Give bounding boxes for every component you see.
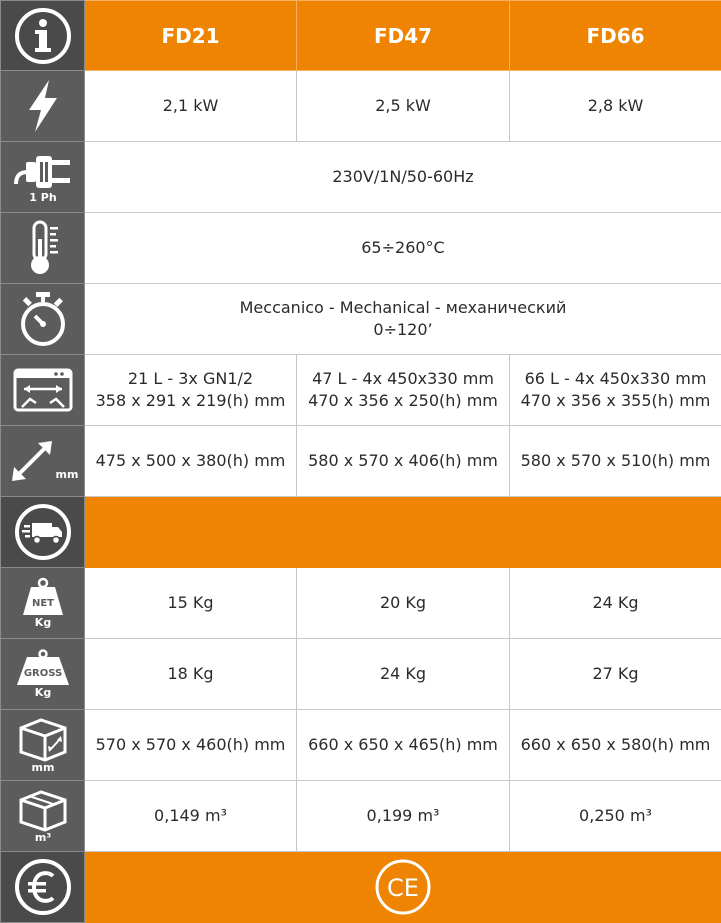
info-cell <box>1 1 85 71</box>
electrical-row <box>1 142 721 213</box>
package-box-icon <box>17 716 69 762</box>
chamber-size: 470 x 356 x 355(h) mm <box>514 390 717 412</box>
svg-text:CE: CE <box>387 874 419 902</box>
svg-text:GROSS: GROSS <box>24 668 62 679</box>
net-weight-value: 20 Kg <box>297 568 510 639</box>
package-size-value: 660 x 650 x 465(h) mm <box>297 710 510 781</box>
capacity-value <box>510 355 721 426</box>
timer-range: 0÷120’ <box>89 319 717 341</box>
package-size-row <box>1 710 721 781</box>
gross-weight-icon <box>15 649 71 687</box>
volume-value: 0,250 m³ <box>510 781 721 852</box>
ce-mark-icon <box>374 858 432 916</box>
shipping-section-band <box>85 497 721 568</box>
net-weight-row <box>1 568 721 639</box>
package-unit-label: mm <box>32 762 55 774</box>
dimensions-row <box>1 426 721 497</box>
gross-weight-row <box>1 639 721 710</box>
capacity-value <box>297 355 510 426</box>
dimensions-arrow-icon <box>8 437 56 485</box>
stopwatch-icon <box>17 290 69 348</box>
capacity-volume: 47 L - 4x 450x330 mm <box>301 368 505 390</box>
gross-weight-value: 27 Kg <box>510 639 721 710</box>
power-row <box>1 71 721 142</box>
gross-weight-unit-label: Kg <box>35 687 51 699</box>
power-value: 2,5 kW <box>297 71 510 142</box>
package-size-value: 660 x 650 x 580(h) mm <box>510 710 721 781</box>
euro-icon <box>14 858 72 916</box>
capacity-volume: 66 L - 4x 450x330 mm <box>514 368 717 390</box>
timer-value <box>85 284 721 355</box>
delivery-truck-icon <box>14 503 72 561</box>
net-weight-unit-label: Kg <box>35 617 51 629</box>
plug-icon <box>12 150 74 192</box>
net-weight-icon <box>21 577 65 617</box>
gross-weight-value: 18 Kg <box>85 639 297 710</box>
volume-unit-label: m³ <box>35 832 51 844</box>
volume-value: 0,199 m³ <box>297 781 510 852</box>
capacity-value <box>85 355 297 426</box>
dimensions-value: 580 x 570 x 510(h) mm <box>510 426 721 497</box>
oven-chamber-icon <box>12 367 74 413</box>
chamber-size: 470 x 356 x 250(h) mm <box>301 390 505 412</box>
shipping-row <box>1 497 721 568</box>
model-header: FD21 <box>85 1 297 71</box>
thermometer-icon <box>23 219 63 277</box>
lightning-icon <box>23 78 63 134</box>
capacity-volume: 21 L - 3x GN1/2 <box>89 368 292 390</box>
model-header: FD47 <box>297 1 510 71</box>
dimensions-value: 475 x 500 x 380(h) mm <box>85 426 297 497</box>
volume-row <box>1 781 721 852</box>
certification-cell <box>85 852 721 923</box>
power-value: 2,8 kW <box>510 71 721 142</box>
package-size-value: 570 x 570 x 460(h) mm <box>85 710 297 781</box>
capacity-row <box>1 355 721 426</box>
chamber-size: 358 x 291 x 219(h) mm <box>89 390 292 412</box>
dimensions-unit-label: mm <box>56 469 79 481</box>
model-header: FD66 <box>510 1 721 71</box>
volume-value: 0,149 m³ <box>85 781 297 852</box>
price-row <box>1 852 721 923</box>
volume-box-icon <box>17 788 69 832</box>
gross-weight-value: 24 Kg <box>297 639 510 710</box>
power-value: 2,1 kW <box>85 71 297 142</box>
info-icon <box>14 7 72 65</box>
timer-type: Meccanico - Mechanical - механический <box>89 297 717 319</box>
temperature-value: 65÷260°C <box>85 213 721 284</box>
phase-label: 1 Ph <box>29 192 56 204</box>
temperature-row <box>1 213 721 284</box>
timer-row <box>1 284 721 355</box>
header-row <box>1 1 721 71</box>
electrical-value: 230V/1N/50-60Hz <box>85 142 721 213</box>
net-weight-value: 24 Kg <box>510 568 721 639</box>
dimensions-value: 580 x 570 x 406(h) mm <box>297 426 510 497</box>
svg-text:NET: NET <box>32 598 54 609</box>
net-weight-value: 15 Kg <box>85 568 297 639</box>
